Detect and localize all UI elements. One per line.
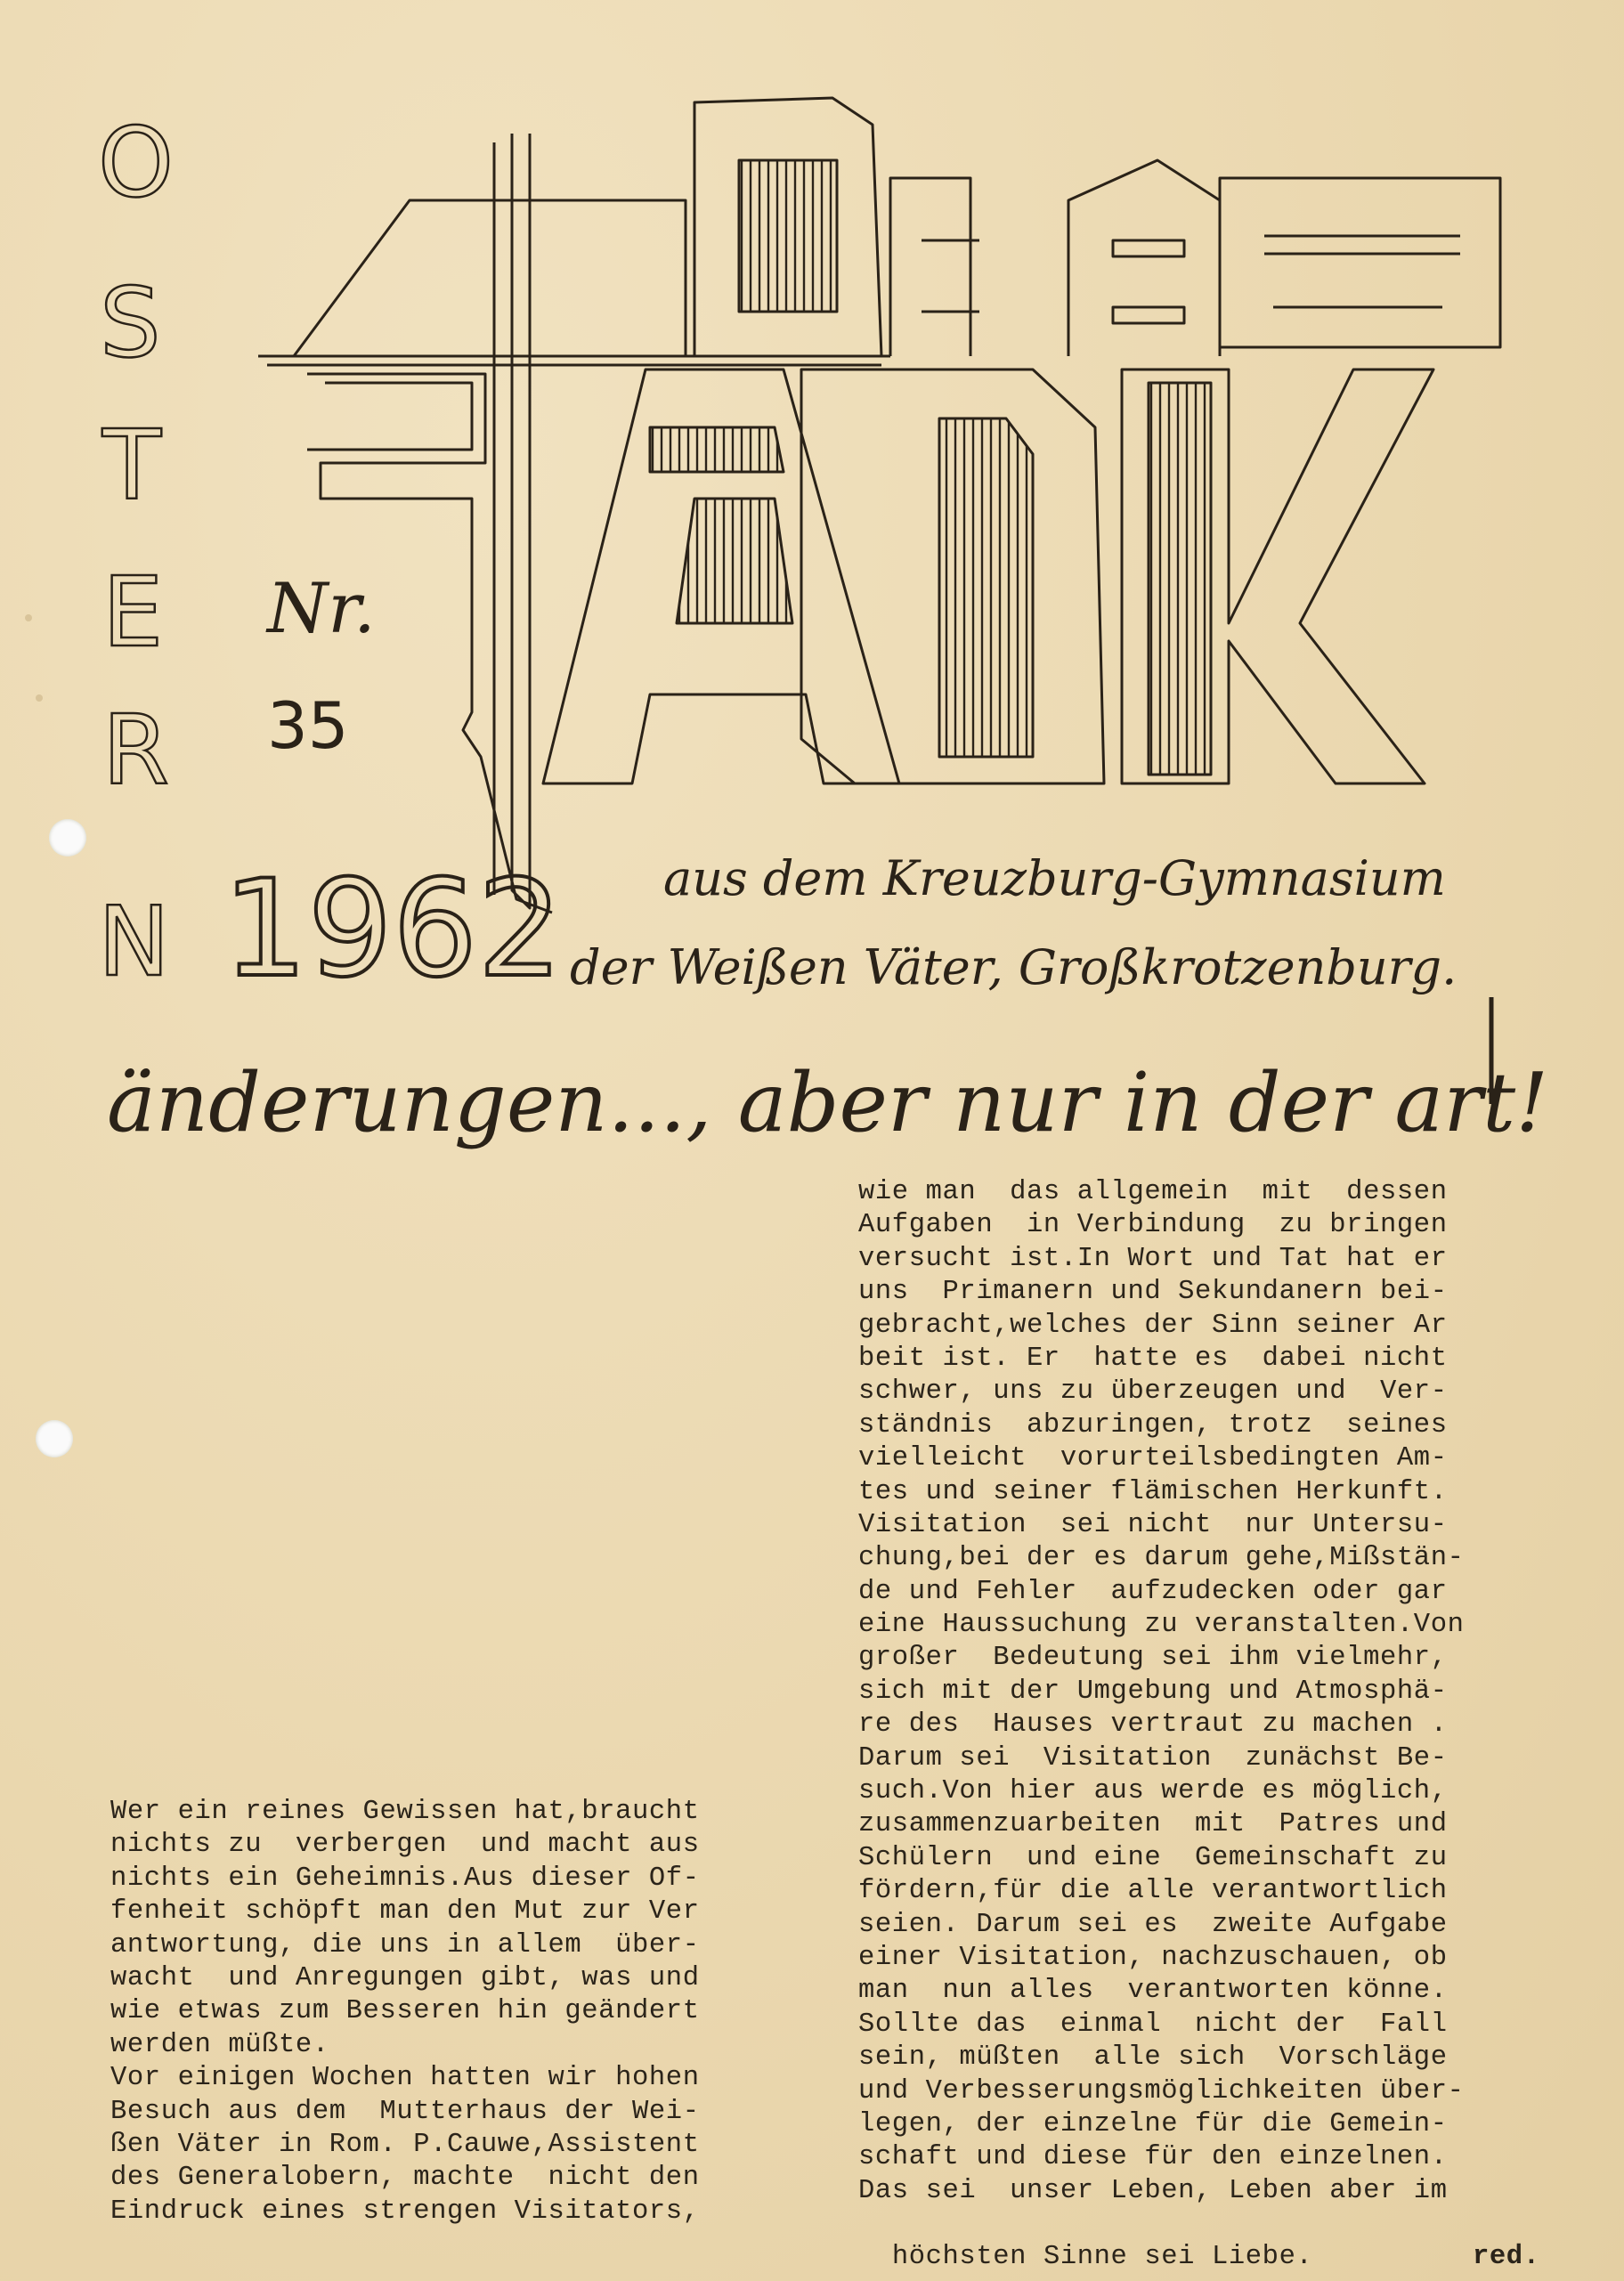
article-right-column (858, 1176, 1571, 2208)
text-line: Darum sei Visitation zunächst Be- (858, 1742, 1448, 1774)
subtitle-line1: aus dem Kreuzburg-Gymnasium (663, 850, 1446, 906)
building-left-roof (294, 200, 686, 356)
text-line: schwer, uns zu überzeugen und Ver- (858, 1376, 1448, 1408)
vertical-letter: S (100, 268, 161, 379)
text-line: ständnis abzuringen, trotz seines (858, 1409, 1448, 1441)
text-line: fenheit schöpft man den Mut zur Ver (110, 1896, 700, 1928)
subtitle-line2: der Weißen Väter, Großkrotzenburg. (570, 939, 1458, 995)
vertical-letter: T (102, 410, 161, 522)
text-line: man nun alles verantworten könne. (858, 1976, 1448, 2007)
text-line: Schülern und eine Gemeinschaft zu (858, 1842, 1448, 1873)
text-line: Das sei unser Leben, Leben aber im (858, 2175, 1448, 2206)
text-line: Besuch aus dem Mutterhaus der Wei- (110, 2096, 700, 2127)
text-line: uns Primanern und Sekundanern bei- (858, 1277, 1448, 1308)
vertical-word (98, 108, 174, 998)
text-line: großer Bedeutung sei ihm vielmehr, (858, 1643, 1448, 1674)
text-line: werden müßte. (110, 2029, 329, 2060)
vertical-letter: O (98, 108, 175, 219)
text-line: Vor einigen Wochen hatten wir hohen (110, 2063, 700, 2094)
text-line: vielleicht vorurteilsbedingten Am- (858, 1443, 1448, 1474)
text-line: de und Fehler aufzudecken oder gar (858, 1576, 1448, 1607)
text-line: eine Haussuchung zu veranstalten.Von (858, 1610, 1465, 1641)
issue-label: Nr. (267, 569, 376, 649)
text-line: gebracht,welches der Sinn seiner Ar (858, 1310, 1448, 1341)
text-line: zusammenzuarbeiten mit Patres und (858, 1809, 1448, 1840)
text-line: seien. Darum sei es zweite Aufgabe (858, 1909, 1448, 1940)
year: 1962 (223, 852, 563, 1007)
vertical-letter: N (98, 887, 170, 998)
building-middle (890, 178, 970, 356)
signature: red. (1473, 2242, 1540, 2273)
issue-number: 35 (267, 688, 349, 763)
vertical-letter: R (102, 695, 170, 807)
text-line: des Generalobern, machte nicht den (110, 2163, 700, 2194)
text-line: antwortung, die uns in allem über- (110, 1929, 700, 1960)
text-line: Aufgaben in Verbindung zu bringen (858, 1210, 1448, 1241)
text-line: tes und seiner flämischen Herkunft. (858, 1476, 1448, 1507)
text-line: wie etwas zum Besseren hin geändert (110, 1996, 700, 2027)
text-line: chung,bei der es darum gehe,Mißstän- (858, 1543, 1465, 1574)
vertical-letter: E (102, 557, 164, 669)
text-line: wie man das allgemein mit dessen (858, 1177, 1448, 1207)
text-line: sich mit der Umgebung und Atmosphä- (858, 1676, 1448, 1707)
article-closing-line (858, 2208, 1571, 2275)
text-line: sein, müßten alle sich Vorschläge (858, 2042, 1448, 2074)
last-line: höchsten Sinne sei Liebe. (891, 2242, 1313, 2273)
article-left-column (110, 1796, 823, 2228)
text-line: such.Von hier aus werde es möglich, (858, 1776, 1448, 1807)
text-line: Wer ein reines Gewissen hat,braucht (110, 1797, 700, 1827)
text-line: schaft und diese für den einzelnen. (858, 2142, 1448, 2173)
text-line: legen, der einzelne für die Gemein- (858, 2108, 1448, 2139)
text-line: versucht ist.In Wort und Tat hat er (858, 1243, 1448, 1274)
text-line: wacht und Anregungen gibt, was und (110, 1962, 700, 1993)
text-line: Visitation sei nicht nur Untersu- (858, 1509, 1448, 1540)
text-line: und Verbesserungsmöglichkeiten über- (858, 2075, 1465, 2106)
building-gable (1068, 160, 1220, 356)
text-line: ßen Väter in Rom. P.Cauwe,Assistent (110, 2129, 700, 2160)
building-right (1220, 178, 1500, 347)
text-line: re des Hauses vertraut zu machen . (858, 1709, 1448, 1741)
text-line: nichts ein Geheimnis.Aus dieser Of- (110, 1863, 700, 1894)
punch-hole-bottom (36, 1420, 73, 1457)
text-line: beit ist. Er hatte es dabei nicht (858, 1343, 1448, 1374)
text-line: Sollte das einmal nicht der Fall (858, 2009, 1448, 2040)
text-line: nichts zu verbergen und macht aus (110, 1830, 700, 1861)
building-center-window (739, 160, 837, 312)
headline: änderungen..., aber nur in der art! (107, 1055, 1549, 1150)
text-line: Eindruck eines strengen Visitators, (110, 2196, 700, 2227)
masthead-pole (512, 134, 530, 908)
text-line: fördern,für die alle verantwortlich (858, 1876, 1448, 1907)
text-line: einer Visitation, nachzuschauen, ob (858, 1942, 1448, 1973)
